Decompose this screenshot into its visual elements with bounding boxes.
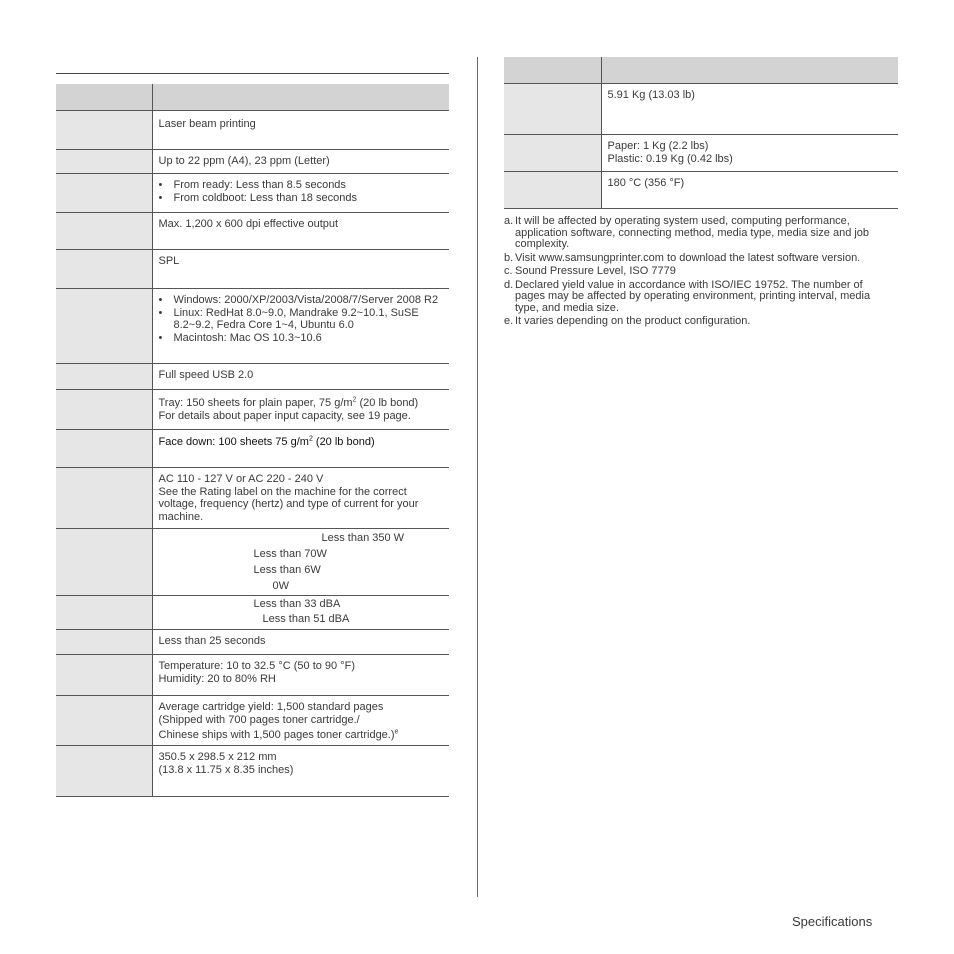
footnote-item: [504, 216, 884, 251]
column-divider: [477, 57, 478, 897]
spec-value: Laser beam printing: [158, 118, 256, 130]
spec-value: Less than 25 seconds: [158, 635, 266, 647]
table-header-row: [504, 57, 898, 84]
row-value-cell: [152, 746, 449, 797]
footnote-marker: c.: [504, 265, 513, 277]
spec-value: Humidity: 20 to 80% RH: [158, 672, 276, 685]
footnote-item: [504, 253, 884, 265]
power-value: Less than 70W: [253, 548, 327, 560]
row-label-cell: [56, 150, 152, 174]
table-row: [56, 655, 449, 696]
row-label-cell: [56, 213, 152, 250]
spec-value: (Shipped with 700 pages toner cartridge./: [158, 713, 360, 726]
row-label-cell: [56, 630, 152, 655]
noise-value: Less than 51 dBA: [262, 613, 350, 625]
header-cell-item: [504, 57, 601, 84]
output-text: Face down: 100 sheets 75 g/m: [158, 436, 309, 448]
row-label-cell: [56, 250, 152, 289]
list-item: • Linux: RedHat 8.0~9.0, Mandrake 9.2~10.1, SuSE 8.2~9.2, Fedra Core 1~4, Ubuntu 6.0: [159, 307, 444, 332]
row-label-cell: [56, 430, 152, 468]
footnote-item: [504, 266, 884, 278]
spec-value: [159, 729, 444, 742]
table-row: [56, 364, 449, 390]
footnote-ref: e: [394, 728, 399, 736]
superscript: 2: [352, 396, 357, 404]
output-text-end: (20 lb bond): [312, 436, 375, 448]
row-label-cell: [56, 655, 152, 696]
power-value: 0W: [272, 580, 289, 592]
row-label-cell: [56, 596, 152, 630]
spec-value: Plastic: 0.19 Kg (0.42 lbs): [607, 152, 733, 165]
row-label-cell: [504, 135, 601, 172]
footnote-text: Visit www.samsungprinter.com to download the latest software version.: [515, 251, 861, 264]
power-value: Less than 6W: [253, 564, 321, 576]
spec-value: Temperature: 10 to 32.5 °C (50 to 90 °F): [158, 660, 356, 672]
table-row: [56, 529, 449, 596]
row-label-cell: [56, 289, 152, 364]
yield-text: Chinese ships with 1,500 pages toner cartridge.): [158, 729, 395, 741]
row-value-cell: [152, 390, 449, 430]
list-item: • Windows: 2000/XP/2003/Vista/2008/7/Server 2008 R2: [159, 294, 444, 307]
row-value-cell: [601, 172, 898, 209]
row-label-cell: [56, 390, 152, 430]
spec-value: [159, 436, 444, 449]
spec-value: For details about paper input capacity, see 19 page.: [158, 409, 411, 422]
tray-text: Tray: 150 sheets for plain paper, 75 g/m: [158, 397, 353, 409]
row-label-cell: [56, 111, 152, 150]
row-label-cell: [56, 529, 152, 596]
spec-value: Up to 22 ppm (A4), 23 ppm (Letter): [158, 155, 330, 167]
footnotes: [504, 216, 884, 330]
list-item: • From ready: Less than 8.5 seconds: [159, 179, 444, 192]
table-row: [56, 213, 449, 250]
row-label-cell: [504, 172, 601, 209]
spec-value: AC 110 - 127 V or AC 220 - 240 V: [158, 473, 324, 485]
spec-value: SPL: [158, 255, 180, 267]
footnote-text: Declared yield value in accordance with ISO/IEC 19752. The number of pages may be affected by operating environment, printing interval, media type, and media size.: [515, 278, 871, 314]
footnote-marker: a.: [504, 215, 514, 227]
spec-table-left: [56, 84, 449, 797]
table-row: [56, 746, 449, 797]
row-label-cell: [56, 364, 152, 390]
table-header-row: [56, 84, 449, 111]
footnote-text: It will be affected by operating system used, computing performance, application software, connecting method, media type, media size and job complexity.: [515, 215, 870, 250]
footnote-text: Sound Pressure Level, ISO 7779: [515, 265, 676, 277]
header-cell-item: [56, 84, 152, 111]
row-value-cell: [152, 250, 449, 289]
spec-value: [159, 397, 444, 410]
row-label-cell: [56, 746, 152, 797]
row-value-cell: [152, 213, 449, 250]
table-row: [56, 596, 449, 630]
row-value-cell: [152, 596, 449, 630]
row-value-cell: [601, 84, 898, 135]
row-label-cell: [56, 696, 152, 746]
table-row: [504, 172, 898, 209]
table-row: [504, 84, 898, 135]
footnote-text: It varies depending on the product configuration.: [515, 315, 751, 327]
spec-value: 5.91 Kg (13.03 lb): [607, 89, 695, 101]
row-value-cell: [152, 430, 449, 468]
spec-value: Paper: 1 Kg (2.2 lbs): [607, 140, 709, 152]
table-row: [56, 111, 449, 150]
spec-value: Full speed USB 2.0: [158, 369, 254, 381]
table-row: [56, 390, 449, 430]
row-value-cell: [152, 111, 449, 150]
row-value-cell: [601, 135, 898, 172]
header-cell-description: [601, 57, 898, 84]
spec-value: See the Rating label on the machine for the correct voltage, frequency (hertz) and type of current for your machine.: [158, 485, 419, 523]
row-label-cell: [504, 84, 601, 135]
spec-value: 180 °C (356 °F): [607, 177, 685, 189]
row-value-cell: [152, 174, 449, 213]
spec-value: (13.8 x 11.75 x 8.35 inches): [158, 763, 294, 776]
row-value-cell: [152, 630, 449, 655]
superscript: 2: [308, 435, 313, 443]
spec-value: Max. 1,200 x 600 dpi effective output: [158, 218, 339, 230]
tray-text-end: (20 lb bond): [356, 397, 419, 409]
footnote-item: [504, 316, 884, 328]
page-footer-label: Specifications: [792, 914, 873, 929]
header-cell-description: [152, 84, 449, 111]
row-value-cell: [152, 468, 449, 529]
spec-table-right: [504, 57, 898, 209]
list-item: • From coldboot: Less than 18 seconds: [159, 192, 444, 205]
table-row: [56, 174, 449, 213]
row-value-cell: [152, 364, 449, 390]
footnote-marker: b.: [504, 251, 514, 264]
table-row: [56, 430, 449, 468]
bullet-list: [159, 294, 444, 344]
footnote-marker: d.: [504, 278, 514, 291]
table-row: [56, 289, 449, 364]
row-value-cell: [152, 655, 449, 696]
row-value-cell: [152, 696, 449, 746]
row-label-cell: [56, 174, 152, 213]
spec-value: Average cartridge yield: 1,500 standard pages: [158, 701, 384, 713]
table-row: [56, 630, 449, 655]
table-row: [56, 250, 449, 289]
table-row: [504, 135, 898, 172]
row-value-cell: [152, 150, 449, 174]
header-rule: [56, 73, 449, 74]
table-row: [56, 696, 449, 746]
table-row: [56, 150, 449, 174]
list-item: • Macintosh: Mac OS 10.3~10.6: [159, 332, 444, 345]
spec-value: 350.5 x 298.5 x 212 mm: [158, 751, 277, 763]
bullet-list: [159, 179, 444, 204]
footnote-item: [504, 280, 884, 315]
row-value-cell: [152, 289, 449, 364]
noise-value: Less than 33 dBA: [253, 598, 341, 610]
power-value: Less than 350 W: [321, 532, 405, 544]
row-value-cell: [152, 529, 449, 596]
row-label-cell: [56, 468, 152, 529]
table-row: [56, 468, 449, 529]
footnote-marker: e.: [504, 315, 514, 327]
